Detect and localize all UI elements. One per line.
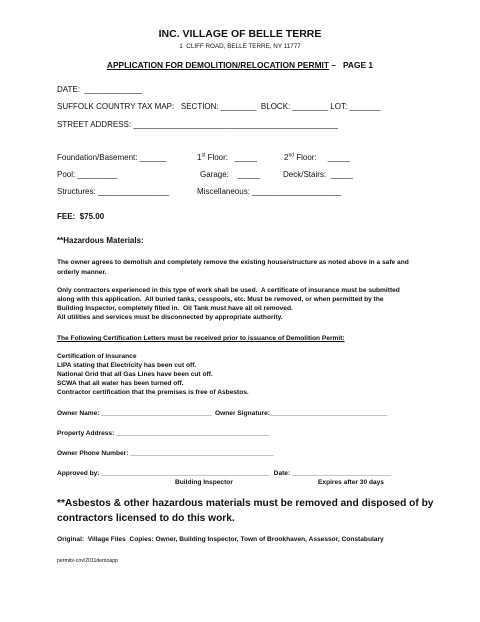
contractors-line-1: Only contractors experienced in this type of work shall be used. A certificate of insurance must be submitted: [57, 287, 400, 294]
second-floor-number: 2: [284, 153, 289, 162]
certification-item: Certification of Insurance: [57, 353, 137, 360]
distribution-note: Original: Village Files Copies: Owner, Building Inspector, Town of Brookhaven, Assessor, Constabulary: [57, 536, 384, 543]
page-label: – PAGE 1: [331, 60, 374, 70]
application-title-text: APPLICATION FOR DEMOLITION/RELOCATION PERMIT: [106, 60, 329, 70]
second-floor-field: [284, 153, 350, 162]
first-floor-number: 1: [197, 153, 202, 162]
certification-item: SCWA that all water has been turned off.: [57, 380, 184, 387]
application-title: [0, 60, 480, 70]
tax-map-field: SUFFOLK COUNTRY TAX MAP: SECTION: ________ BLOCK: ________ LOT: _______: [57, 102, 381, 111]
first-floor-suffix: st: [201, 152, 206, 159]
deck-stairs-field: Deck/Stairs: _____: [283, 170, 353, 179]
certification-item: LIPA stating that Electricity has been cut off.: [57, 362, 197, 369]
village-address: 1 CLIFF ROAD, BELLE TERRE, NY 11777: [179, 43, 301, 50]
building-inspector-caption: Building Inspector: [175, 479, 233, 486]
expires-caption: Expires after 30 days: [318, 479, 384, 486]
contractors-line-4: All utilities and services must be disconnected by appropriate authority.: [57, 314, 283, 321]
second-floor-label: Floor: _____: [294, 153, 351, 162]
document-title: INC. VILLAGE OF BELLE TERRE: [158, 28, 322, 40]
asbestos-notice-line-1: **Asbestos & other hazardous materials must be removed and disposed of by: [57, 498, 434, 509]
certification-item: Contractor certification that the premises is free of Asbestos.: [57, 389, 249, 396]
approved-by-date-field: Approved by: ______________________________________________ Date: ___________________________: [57, 470, 392, 477]
miscellaneous-field: Miscellaneous: ____________________: [197, 187, 342, 196]
owner-phone-field: Owner Phone Number: _______________________________________: [57, 450, 274, 457]
street-address-field: STREET ADDRESS: ______________________________________________: [57, 120, 338, 129]
hazardous-heading: **Hazardous Materials:: [57, 236, 144, 245]
footer-file-code: permits-cov\2011demoapp: [57, 558, 119, 564]
second-floor-suffix: nd: [288, 152, 295, 159]
date-field: DATE: _____________: [57, 85, 143, 94]
contractors-line-3: Building Inspector, completely filled in. Oil Tank must have all oil removed.: [57, 305, 293, 312]
property-address-field: Property Address: __________________________________________: [57, 430, 271, 437]
first-floor-label: Floor: _____: [205, 153, 257, 162]
asbestos-notice-line-2: contractors licensed to do this work.: [57, 513, 235, 524]
owner-agreement-text: The owner agrees to demolish and completely remove the existing house/structure as noted above in a safe and orderly manner.: [57, 259, 409, 276]
owner-name-signature-field: Owner Name: ______________________________ Owner Signature:________________________________: [57, 410, 388, 417]
structures-field: Structures: ________________: [57, 187, 170, 196]
first-floor-field: [197, 153, 257, 162]
certification-heading: The Following Certification Letters must be received prior to issuance of Demolition Permit:: [57, 335, 345, 342]
fee: FEE: $75.00: [57, 212, 105, 221]
certification-item: National Grid that all Gas Lines have been cut off.: [57, 371, 213, 378]
pool-field: Pool: _________: [57, 170, 118, 179]
foundation-field: Foundation/Basement: ______: [57, 153, 167, 162]
garage-field: Garage: _____: [200, 170, 261, 179]
contractors-line-2: along with this application. All buried tanks, cesspools, etc. Must be removed, or when permitted by the: [57, 296, 384, 303]
